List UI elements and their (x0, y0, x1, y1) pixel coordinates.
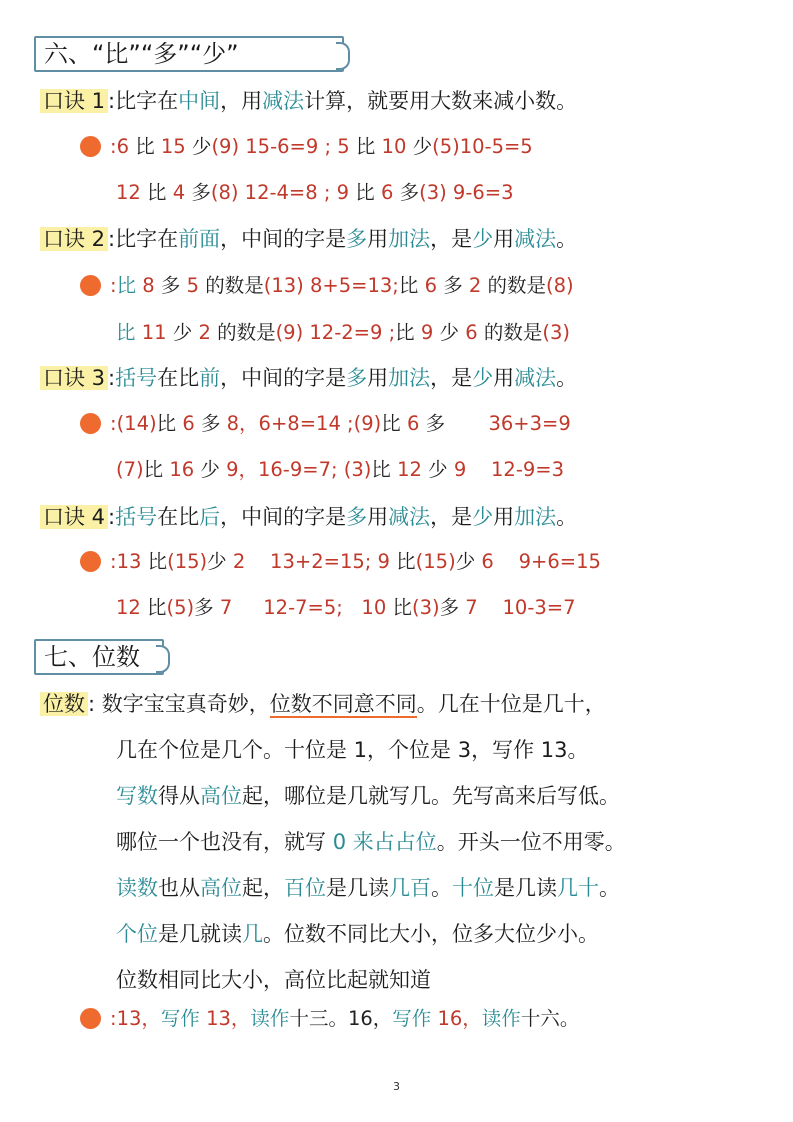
example-text: 8 (136, 274, 161, 297)
keyword: 几十 (557, 876, 599, 900)
rule-1-example-1 (110, 132, 533, 162)
example-word: 比 (156, 412, 177, 435)
digits-line-6 (116, 919, 599, 949)
example-word: 比 (116, 321, 136, 344)
example-text: 15 (154, 135, 192, 158)
example-text: (3) (411, 596, 440, 619)
digits-line-3 (116, 781, 620, 811)
rule-text: ，是 (430, 366, 473, 390)
example-text: 6 (400, 412, 426, 435)
example-word: 少 (439, 321, 460, 344)
rule-2-example-1 (110, 271, 574, 301)
example-word: 少 (412, 135, 433, 158)
poem-text: 位数相同比大小，高位比起就知道 (116, 968, 431, 992)
rule-text: 计算，就要用大数来减小数。 (304, 89, 578, 113)
example-text: 6 (374, 181, 400, 204)
example-text: 十六。 (520, 1007, 580, 1030)
example-word: 比 (143, 458, 164, 481)
example-text: : (110, 274, 117, 297)
rule-4 (40, 502, 577, 532)
keyword: 减法 (514, 366, 557, 390)
example-text: (15) (167, 550, 208, 573)
rule-text: 用 (493, 366, 515, 390)
rule-2-example-2 (116, 318, 570, 348)
example-word: 多 (399, 181, 420, 204)
example-text: 6 (176, 412, 201, 435)
rule-text: ，是 (430, 505, 473, 529)
example-word: 比 (371, 458, 391, 481)
keyword: 多 (346, 505, 368, 529)
example-word: 少 (172, 321, 193, 344)
rule-1 (40, 86, 577, 116)
example-text: 6 (459, 321, 484, 344)
example-word: 比 (147, 550, 168, 573)
poem-text: 起， (242, 876, 284, 900)
rule-text: 用 (367, 227, 389, 251)
bullet-dot-icon (80, 275, 101, 296)
section-7-title: 七、位数 (44, 643, 140, 671)
rule-2 (40, 224, 577, 254)
keyword: 减法 (514, 227, 557, 251)
example-text: 2 (192, 321, 218, 344)
keyword: 少 (472, 227, 494, 251)
keyword: 高位 (200, 784, 242, 808)
example-word: 多 (425, 412, 446, 435)
example-text: 12 (390, 458, 429, 481)
digits-example (110, 1004, 579, 1034)
example-word: 读作 (481, 1007, 521, 1030)
example-text: 2 13+2=15; 9 (226, 550, 397, 573)
keyword: 十位 (452, 876, 494, 900)
keyword: 0 来占占位 (332, 830, 437, 854)
example-text: (15) (415, 550, 456, 573)
keyword: 多 (346, 227, 368, 251)
rule-text: 用 (367, 366, 389, 390)
rule-4-tag: 口诀 4 (40, 505, 108, 529)
poem-text: 。 (431, 876, 452, 900)
example-word: 多 (439, 596, 460, 619)
poem-text: : 数字宝宝真奇妙， (88, 692, 270, 716)
example-text: 6 (418, 274, 444, 297)
poem-text: 得从 (158, 784, 200, 808)
page-number: 3 (393, 1080, 400, 1093)
rule-3-tag: 口诀 3 (40, 366, 108, 390)
keyword: 高位 (200, 876, 242, 900)
example-text: 11 (135, 321, 173, 344)
example-word: 多 (200, 412, 221, 435)
section-6-heading (34, 36, 344, 72)
rule-2-tag: 口诀 2 (40, 227, 108, 251)
digits-line-5 (116, 873, 620, 903)
example-text: 16 (163, 458, 201, 481)
rule-text: 。 (556, 505, 578, 529)
bullet-dot-icon (80, 136, 101, 157)
example-word: 的数是 (483, 321, 543, 344)
digits-tag: 位数 (40, 692, 88, 716)
poem-text: 也从 (158, 876, 200, 900)
section-6-title: 六、“比”“多”“少” (44, 40, 239, 68)
example-word: 读作 (250, 1007, 290, 1030)
example-word: 的数是 (205, 274, 264, 297)
example-text: (9) 12-2=9 ; (275, 321, 396, 344)
example-text: 8，6+8=14 ;(9) (220, 412, 382, 435)
example-word: 少 (428, 458, 448, 481)
example-word: 多 (191, 181, 211, 204)
keyword: 少 (472, 505, 494, 529)
example-word: 比 (392, 596, 412, 619)
example-word: 多 (194, 596, 214, 619)
rule-1-example-2 (116, 178, 514, 208)
keyword: 中间 (178, 89, 221, 113)
rule-text: 用 (493, 227, 515, 251)
keyword: 多 (346, 366, 368, 390)
keyword: 个位 (116, 922, 158, 946)
example-word: 的数是 (487, 274, 547, 297)
keyword: 百位 (284, 876, 326, 900)
keyword: 少 (472, 366, 494, 390)
rule-3 (40, 363, 577, 393)
digits-line-7 (116, 965, 431, 995)
example-word: 比 (398, 274, 419, 297)
rule-3-example-1 (110, 409, 571, 439)
example-text: (9) 15-6=9 ; 5 (211, 135, 356, 158)
rule-text: 。 (556, 227, 578, 251)
example-text: :13 (110, 550, 148, 573)
rule-1-tag: 口诀 1 (40, 89, 108, 113)
example-text: 2 (462, 274, 488, 297)
example-word: 少 (455, 550, 476, 573)
keyword: 几百 (389, 876, 431, 900)
poem-text: 。 (599, 876, 620, 900)
rule-text: 用 (493, 505, 515, 529)
example-word: 比 (116, 274, 137, 297)
poem-text: 几在个位是几个。十位是 1，个位是 3，写作 13。 (116, 738, 589, 762)
example-text: 10 (375, 135, 413, 158)
example-text: (5) (166, 596, 195, 619)
example-text: 5 (180, 274, 206, 297)
rule-text: :比字在 (108, 227, 179, 251)
example-text: 7 10-3=7 (459, 596, 576, 619)
keyword: 减法 (388, 505, 431, 529)
example-text: 13， (199, 1007, 251, 1030)
keyword: 写数 (116, 784, 158, 808)
example-word: 多 (160, 274, 181, 297)
digits-line-2 (116, 735, 588, 765)
poem-text: 。位数不同比大小，位多大位少小。 (263, 922, 599, 946)
rule-4-example-1 (110, 547, 601, 577)
example-text: (7) (116, 458, 144, 481)
rule-text: ，用 (220, 89, 263, 113)
keyword: 前 (199, 366, 221, 390)
example-word: 比 (147, 596, 167, 619)
rule-text: : (108, 505, 116, 529)
rule-3-example-2 (116, 455, 564, 485)
section-7-heading (34, 639, 164, 675)
bullet-dot-icon (80, 413, 101, 434)
example-word: 多 (443, 274, 463, 297)
underlined-text: 位数不同意不同 (269, 692, 417, 716)
example-word: 的数是 (217, 321, 276, 344)
rule-text: ，中间的字是 (220, 227, 347, 251)
rule-text: 在比 (157, 366, 200, 390)
example-word: 写作 (160, 1007, 200, 1030)
example-text: 16， (431, 1007, 482, 1030)
rule-text: 用 (367, 505, 389, 529)
poem-text: 哪位一个也没有，就写 (116, 830, 333, 854)
keyword: 括号 (115, 505, 158, 529)
example-text: 4 (166, 181, 192, 204)
rule-4-example-2 (116, 593, 576, 623)
poem-text: 起，哪位是几就写几。先写高来后写低。 (242, 784, 620, 808)
bullet-dot-icon (80, 1008, 101, 1029)
example-text: 十三。16， (289, 1007, 393, 1030)
keyword: 前面 (178, 227, 221, 251)
keyword: 减法 (262, 89, 305, 113)
keyword: 括号 (115, 366, 158, 390)
keyword: 加法 (388, 227, 431, 251)
keyword: 加法 (388, 366, 431, 390)
example-text: (8) 12-4=8 ; 9 (210, 181, 356, 204)
keyword: 后 (199, 505, 221, 529)
example-word: 少 (207, 550, 227, 573)
example-text: (13) 8+5=13; (263, 274, 399, 297)
example-text: :13， (110, 1007, 161, 1030)
example-word: 比 (355, 181, 375, 204)
example-text: 6 9+6=15 (475, 550, 601, 573)
example-text: (3) (542, 321, 570, 344)
example-text: :6 (110, 135, 136, 158)
example-text: 9，16-9=7; (3) (219, 458, 372, 481)
rule-text: ，中间的字是 (220, 366, 347, 390)
example-word: 少 (191, 135, 212, 158)
example-word: 写作 (392, 1007, 432, 1030)
keyword: 读数 (116, 876, 158, 900)
rule-text: ，是 (430, 227, 473, 251)
example-text: 36+3=9 (445, 412, 571, 435)
example-word: 比 (396, 550, 416, 573)
poem-text: 是几读 (326, 876, 389, 900)
rule-text: ，中间的字是 (220, 505, 347, 529)
example-word: 比 (381, 412, 401, 435)
example-text: (5)10-5=5 (432, 135, 533, 158)
example-word: 比 (355, 135, 376, 158)
rule-text: : (108, 366, 116, 390)
poem-text: 。几在十位是几十， (416, 692, 606, 716)
poem-text: 是几就读 (158, 922, 242, 946)
keyword: 加法 (514, 505, 557, 529)
example-word: 比 (135, 135, 155, 158)
example-text: 12 (116, 596, 148, 619)
rule-text: 在比 (157, 505, 200, 529)
example-word: 比 (395, 321, 415, 344)
example-text: 9 12-9=3 (447, 458, 565, 481)
digits-line-4 (116, 827, 626, 857)
poem-text: 是几读 (494, 876, 557, 900)
example-text: (3) 9-6=3 (419, 181, 514, 204)
example-text: (8) (546, 274, 574, 297)
rule-text: 。 (556, 366, 578, 390)
digits-line-1 (40, 689, 606, 719)
rule-text: :比字在 (108, 89, 179, 113)
example-word: 少 (200, 458, 220, 481)
example-text: 9 (414, 321, 440, 344)
example-text: 12 (116, 181, 148, 204)
example-text: :(14) (110, 412, 157, 435)
bullet-dot-icon (80, 551, 101, 572)
example-word: 比 (147, 181, 167, 204)
poem-text: 。开头一位不用零。 (436, 830, 626, 854)
example-text: 7 12-7=5; 10 (213, 596, 393, 619)
keyword: 几 (242, 922, 263, 946)
